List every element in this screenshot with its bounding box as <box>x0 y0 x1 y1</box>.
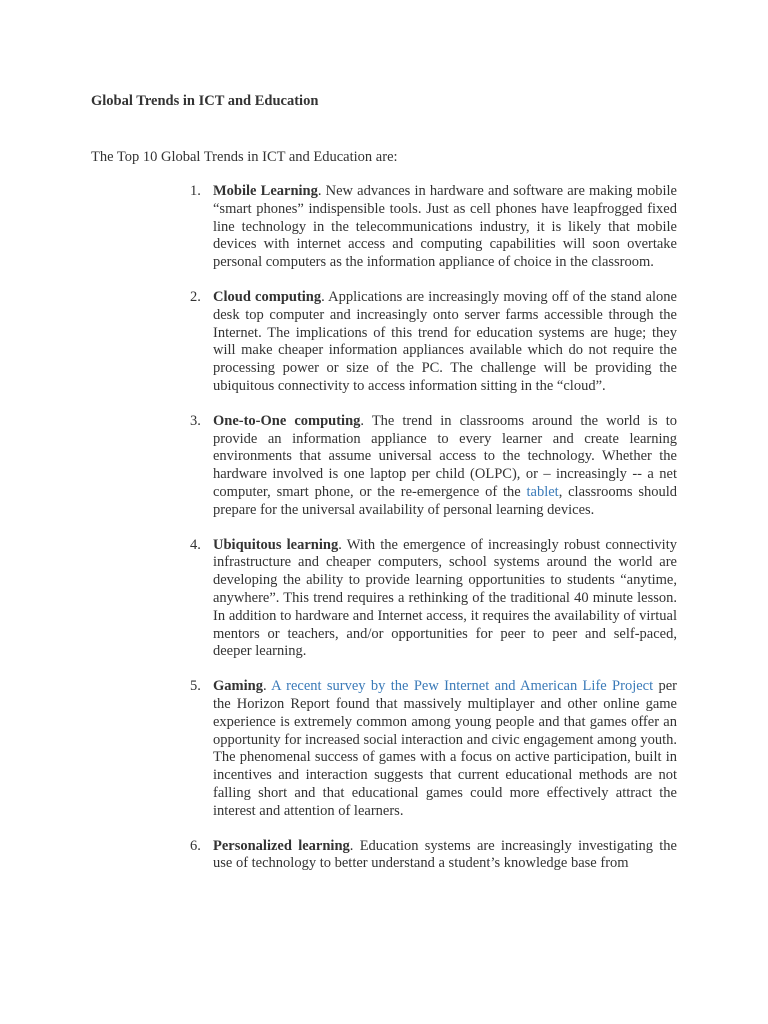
trend-description: . Education systems are increasingly investigating the use of technology to better understand a student’s knowledge base from <box>213 837 677 872</box>
trend-description: . New advances in hardware and software are making mobile “smart phones” indispensible tools. Just as cell phones have leapfrogged fixed line technology in the telecommunications industry, it is likely that mobile devices with internet access and computing capabilities will soon overtake personal computers as the information appliance of choice in the classroom. <box>213 183 677 271</box>
trend-description: . <box>262 678 272 695</box>
trend-heading: Personalized learning <box>213 837 350 854</box>
list-number: 1. <box>190 183 201 199</box>
trend-heading: Cloud computing <box>213 288 322 305</box>
trends-list <box>0 183 768 890</box>
trend-description: . With the emergence of increasingly robust connectivity infrastructure and cheaper computers, school systems around the world are developing the ability to provide learning opportunities to students “anytime, anywhere”. This trend requires a rethinking of the traditional 40 minute lesson. In addition to hardware and Internet access, it requires the availability of virtual mentors or teachers, and/or opportunities for peer to peer and self-paced, deeper learning. <box>213 536 677 660</box>
list-number: 6. <box>190 837 201 854</box>
list-item-ubiquitous-learning <box>0 537 768 662</box>
list-item-one-to-one-computing <box>0 413 768 520</box>
trend-description: . The trend in classrooms around the world is to provide an information appliance to every learner and create learning environments that assume universal access to the technology. Whether the hardware involved is one laptop per child (OLPC), or – increasingly -- a net computer, smart phone, or the re-emergence of the <box>213 412 677 500</box>
list-number: 2. <box>190 288 201 305</box>
list-number: 3. <box>190 412 201 429</box>
list-item-text <box>213 413 677 520</box>
list-item-text <box>213 289 677 396</box>
list-item-text <box>213 838 677 874</box>
trend-heading: Gaming <box>213 678 263 695</box>
trend-description-continued: , classrooms should prepare for the universal availability of personal learning devices. <box>213 483 678 518</box>
intro-paragraph: The Top 10 Global Trends in ICT and Education are: <box>91 149 398 165</box>
list-number: 5. <box>190 678 201 695</box>
pew-survey-link[interactable]: A recent survey by the Pew Internet and American Life Project <box>271 678 654 695</box>
list-number: 4. <box>190 536 201 553</box>
trend-description-continued: per the Horizon Report found that massively multiplayer and other online game experience is extremely common among young people and that games offer an opportunity for increased social interaction and civic engagement among youth. The phenomenal success of games with a focus on active participation, built in incentives and interaction suggests that current educational methods are not falling short and that educational games could more effectively attract the interest and attention of learners. <box>213 678 678 819</box>
trend-description: . Applications are increasingly moving off of the stand alone desk top computer and increasingly onto server farms accessible through the Internet. The implications of this trend for education systems are huge; they will make cheaper information appliances available which do not require the processing power or size of the PC. The challenge will be providing the ubiquitous connectivity to access information sitting in the “cloud”. <box>213 288 677 394</box>
list-item-text <box>213 678 677 820</box>
list-item-text <box>213 537 677 662</box>
list-item-cloud-computing <box>0 289 768 396</box>
list-item-personalized-learning <box>0 838 768 874</box>
trend-heading: Mobile Learning <box>213 183 318 199</box>
trend-heading: One-to-One computing <box>213 412 361 429</box>
list-item-gaming <box>0 678 768 820</box>
trend-heading: Ubiquitous learning <box>213 536 339 553</box>
list-item-text <box>213 183 677 272</box>
document-title: Global Trends in ICT and Education <box>91 93 319 109</box>
list-item-mobile-learning <box>0 183 768 272</box>
tablet-link[interactable]: tablet <box>526 483 559 500</box>
